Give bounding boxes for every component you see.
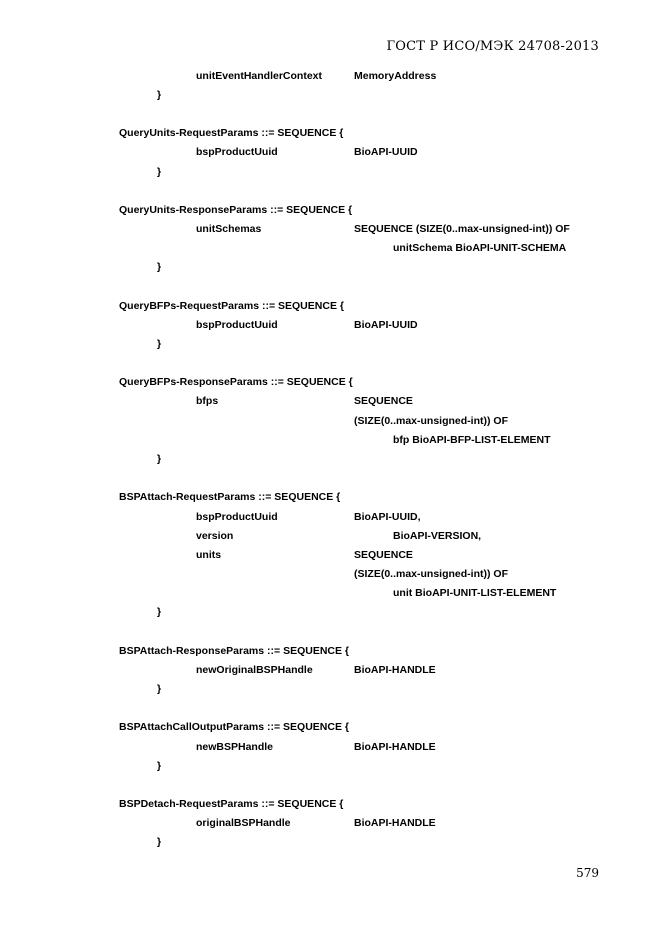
field-name: unitEventHandlerContext bbox=[196, 70, 323, 82]
closing-brace: } bbox=[157, 89, 162, 101]
element-type: unitSchema BioAPI-UNIT-SCHEMA bbox=[393, 242, 567, 254]
type-definition-title: QueryUnits-ResponseParams ::= SEQUENCE { bbox=[119, 204, 353, 216]
field-name: newOriginalBSPHandle bbox=[196, 664, 313, 676]
closing-brace: } bbox=[157, 606, 162, 618]
closing-brace: } bbox=[157, 683, 162, 695]
field-name: bfps bbox=[196, 395, 219, 407]
field-name: newBSPHandle bbox=[196, 741, 274, 753]
type-definition-title: BSPDetach-RequestParams ::= SEQUENCE { bbox=[119, 798, 344, 810]
closing-brace: } bbox=[157, 836, 162, 848]
closing-brace: } bbox=[157, 338, 162, 350]
type-definition-title: BSPAttachCallOutputParams ::= SEQUENCE { bbox=[119, 721, 349, 733]
type-definition-title: BSPAttach-RequestParams ::= SEQUENCE { bbox=[119, 491, 341, 503]
page-number: 579 bbox=[576, 866, 599, 880]
element-type: unit BioAPI-UNIT-LIST-ELEMENT bbox=[393, 587, 557, 599]
closing-brace: } bbox=[157, 760, 162, 772]
field-name: bspProductUuid bbox=[196, 511, 278, 523]
type-definition-title: QueryBFPs-ResponseParams ::= SEQUENCE { bbox=[119, 376, 353, 388]
field-type: BioAPI-HANDLE bbox=[354, 741, 436, 753]
type-definition-title: QueryUnits-RequestParams ::= SEQUENCE { bbox=[119, 127, 344, 139]
field-type: BioAPI-HANDLE bbox=[354, 664, 436, 676]
field-name: bspProductUuid bbox=[196, 319, 278, 331]
closing-brace: } bbox=[157, 453, 162, 465]
closing-brace: } bbox=[157, 261, 162, 273]
field-type-size: (SIZE(0..max-unsigned-int)) OF bbox=[354, 568, 508, 580]
field-type: BioAPI-UUID bbox=[354, 319, 418, 331]
standard-header: ГОСТ Р ИСО/МЭК 24708-2013 bbox=[386, 39, 599, 54]
field-name: units bbox=[196, 549, 222, 561]
element-type: bfp BioAPI-BFP-LIST-ELEMENT bbox=[393, 434, 551, 446]
field-name: version bbox=[196, 530, 234, 542]
field-type: SEQUENCE bbox=[354, 395, 413, 407]
field-name: unitSchemas bbox=[196, 223, 262, 235]
type-definition-title: QueryBFPs-RequestParams ::= SEQUENCE { bbox=[119, 300, 344, 312]
field-type: BioAPI-UUID bbox=[354, 146, 418, 158]
field-type: SEQUENCE (SIZE(0..max-unsigned-int)) OF bbox=[354, 223, 570, 235]
field-type: BioAPI-HANDLE bbox=[354, 817, 436, 829]
field-type-size: (SIZE(0..max-unsigned-int)) OF bbox=[354, 415, 508, 427]
field-type: BioAPI-UUID, bbox=[354, 511, 421, 523]
field-type: SEQUENCE bbox=[354, 549, 413, 561]
field-name: originalBSPHandle bbox=[196, 817, 291, 829]
type-definition-title: BSPAttach-ResponseParams ::= SEQUENCE { bbox=[119, 645, 349, 657]
field-type: BioAPI-VERSION, bbox=[393, 530, 482, 542]
closing-brace: } bbox=[157, 166, 162, 178]
field-name: bspProductUuid bbox=[196, 146, 278, 158]
field-type: MemoryAddress bbox=[354, 70, 437, 82]
